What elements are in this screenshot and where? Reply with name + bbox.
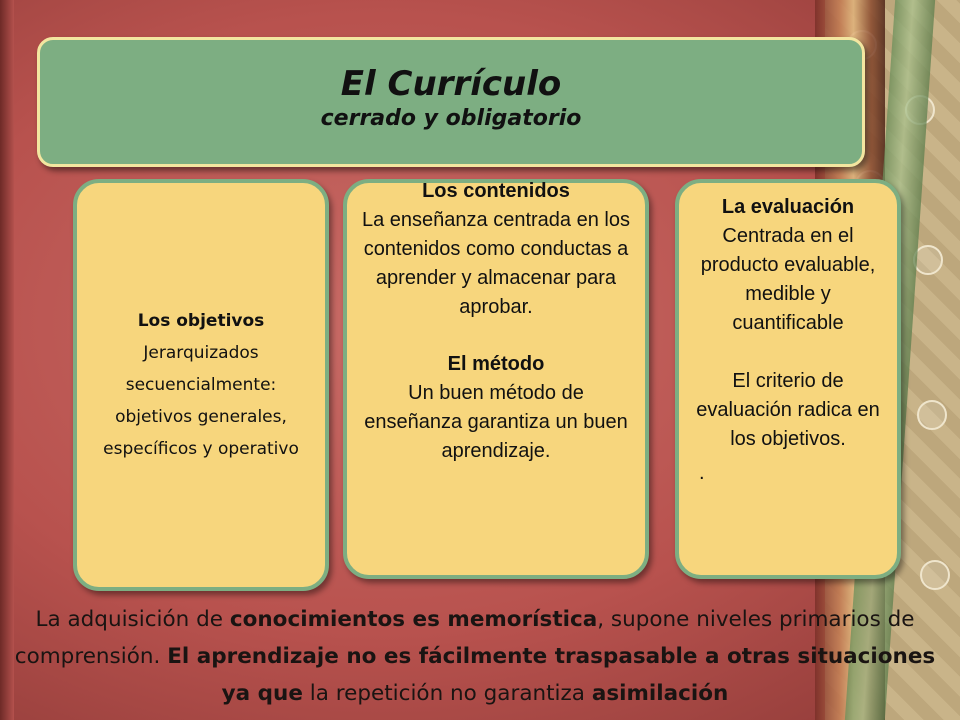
summary-emphasis: asimilación [591,681,729,706]
card-evaluacion [675,179,901,579]
title-banner [37,37,865,167]
card-body-metodo: Un buen método de enseñanza garantiza un buen aprendizaje. [364,382,628,462]
card-body: Jerarquizados secuencialmente: objetivos generales, específicos y operativo [103,343,299,459]
card-heading-metodo: El método [447,353,545,375]
slide-title: El Currículo [340,64,562,104]
card-heading: Los contenidos [422,180,570,202]
card-heading: Los objetivos [137,311,265,331]
card-body: La enseñanza centrada en los contenidos como conductas a aprender y almacenar para aprobar. [362,209,630,318]
summary-text: la repetición no garantiza [302,681,592,706]
summary-text: La adquisición de [35,607,230,632]
card-body: Centrada en el producto evaluable, medible y cuantificable [700,225,876,334]
summary-emphasis: conocimientos es memorística [229,607,598,632]
flower-ornament-icon [920,560,950,590]
card-objetivos [73,179,329,591]
card-heading: La evaluación [721,196,855,218]
slide-subtitle: cerrado y obligatorio [320,106,582,131]
summary-emphasis: El aprendizaje no es fácilmente traspasable a otras situaciones ya que [167,644,936,706]
card-trailing-mark: . [699,462,705,484]
card-contenidos [343,179,649,579]
summary-text: , supone niveles primarios de comprensión. [14,607,915,669]
card-body-criterio: El criterio de evaluación radica en los objetivos. [696,370,880,450]
flower-ornament-icon [917,400,947,430]
summary-paragraph [10,601,940,712]
